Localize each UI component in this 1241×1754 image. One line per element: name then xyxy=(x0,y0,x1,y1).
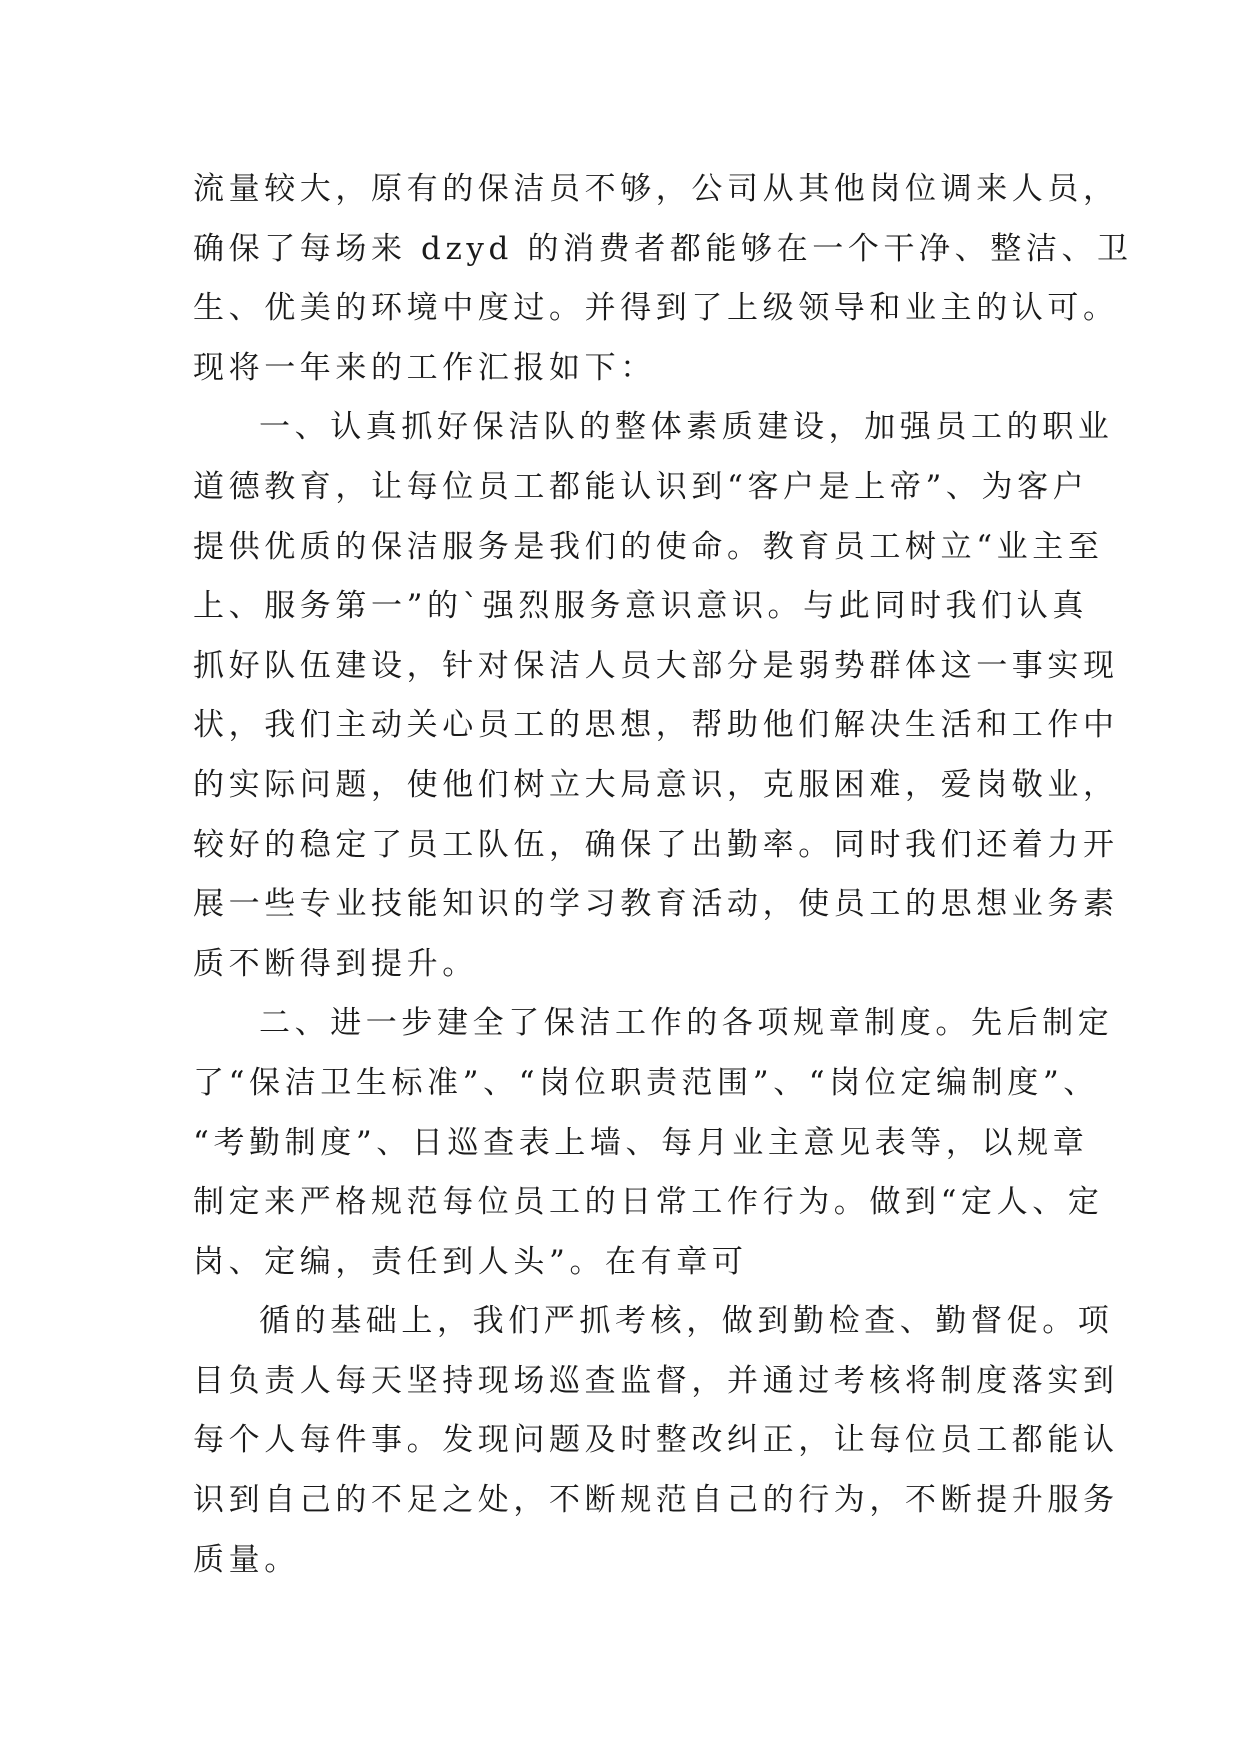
text-line: “考勤制度”、日巡查表上墙、每月业主意见表等，以规章 xyxy=(193,1124,1089,1161)
text-line: 道德教育，让每位员工都能认识到“客户是上帝”、为客户 xyxy=(193,468,1089,505)
text-line: 流量较大，原有的保洁员不够，公司从其他岗位调来人员， xyxy=(193,171,1119,207)
text-line: 循的基础上，我们严抓考核，做到勤检查、勤督促。项 xyxy=(259,1303,1114,1340)
text-line: 的实际问题，使他们树立大局意识，克服困难，爱岗敬业， xyxy=(193,766,1119,803)
text-line: 提供优质的保洁服务是我们的使命。教育员工树立“业主至 xyxy=(193,528,1104,565)
text-line: 状，我们主动关心员工的思想，帮助他们解决生活和工作中 xyxy=(193,707,1119,744)
text-line: 制定来严格规范每位员工的日常工作行为。做到“定人、定 xyxy=(193,1184,1104,1221)
text-line: 每个人每件事。发现问题及时整改纠正，让每位员工都能认 xyxy=(193,1422,1119,1459)
text-line: 质量。 xyxy=(193,1541,300,1578)
text-line: 了“保洁卫生标准”、“岗位职责范围”、“岗位定编制度”、 xyxy=(193,1064,1099,1101)
text-line: 质不断得到提升。 xyxy=(193,945,478,982)
text-line: 确保了每场来 dzyd 的消费者都能够在一个干净、整洁、卫 xyxy=(193,230,1133,267)
text-line: 目负责人每天坚持现场巡查监督，并通过考核将制度落实到 xyxy=(193,1362,1119,1399)
text-line: 二、进一步建全了保洁工作的各项规章制度。先后制定 xyxy=(259,1005,1114,1042)
text-line: 上、服务第一”的`强烈服务意识意识。与此同时我们认真 xyxy=(193,588,1088,625)
text-line: 一、认真抓好保洁队的整体素质建设，加强员工的职业 xyxy=(259,409,1114,446)
text-line: 现将一年来的工作汇报如下： xyxy=(193,349,656,386)
text-line: 抓好队伍建设，针对保洁人员大部分是弱势群体这一事实现 xyxy=(193,647,1119,684)
document-body xyxy=(193,160,1133,1590)
text-line: 展一些专业技能知识的学习教育活动，使员工的思想业务素 xyxy=(193,886,1119,923)
text-line: 生、优美的环境中度过。并得到了上级领导和业主的认可。 xyxy=(193,290,1119,327)
text-line: 识到自己的不足之处，不断规范自己的行为，不断提升服务 xyxy=(193,1482,1119,1519)
text-line: 较好的稳定了员工队伍，确保了出勤率。同时我们还着力开 xyxy=(193,826,1119,863)
text-line: 岗、定编，责任到人头”。在有章可 xyxy=(193,1243,748,1280)
